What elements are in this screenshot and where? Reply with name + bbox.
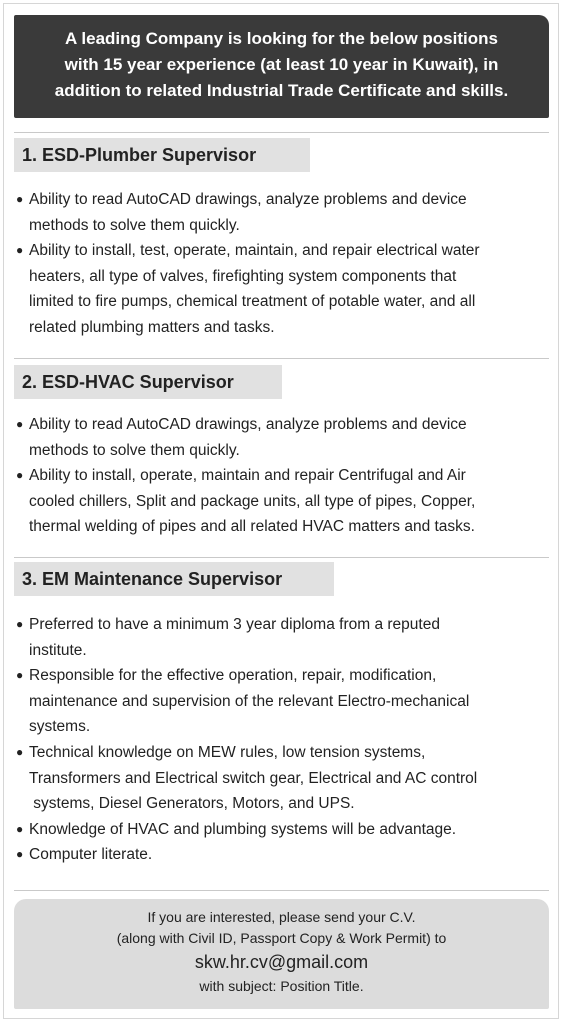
contact-box bbox=[14, 899, 549, 1009]
section-title-hvac: 2. ESD-HVAC Supervisor bbox=[14, 365, 282, 399]
bullet-icon: ● bbox=[16, 847, 24, 862]
header-line: addition to related Industrial Trade Certificate and skills. bbox=[54, 81, 509, 100]
contact-line: with subject: Position Title. bbox=[199, 978, 364, 994]
bullet-icon: ● bbox=[16, 821, 24, 836]
contact-email: skw.hr.cv@gmail.com bbox=[194, 952, 369, 972]
header-line: with 15 year experience (at least 10 year in Kuwait), in bbox=[64, 55, 499, 74]
list-item: ● Ability to install, operate, maintain and repair Centrifugal and Air cooled chillers, Split and package units, all type of pipes, Copper, thermal welding of pipes and all related HVAC matters and tasks. bbox=[14, 463, 549, 540]
list-item: ● Computer literate. bbox=[14, 842, 549, 868]
bullet-icon: ● bbox=[16, 192, 24, 206]
bullet-icon: ● bbox=[16, 243, 24, 258]
contact-line: (along with Civil ID, Passport Copy & Work Permit) to bbox=[116, 930, 447, 946]
list-item: ● Ability to read AutoCAD drawings, analyze problems and device methods to solve them quickly. bbox=[14, 187, 549, 238]
list-item: ● Knowledge of HVAC and plumbing systems will be advantage. bbox=[14, 817, 549, 843]
list-item: ● Preferred to have a minimum 3 year diploma from a reputed institute. bbox=[14, 612, 549, 663]
contact-line: If you are interested, please send your C.V. bbox=[147, 909, 416, 925]
section-divider bbox=[14, 132, 549, 133]
list-item: ● Ability to install, test, operate, maintain, and repair electrical water heaters, all type of valves, firefighting system components that limited to fire pumps, chemical treatment of potable water, and all related plumbing matters and tasks. bbox=[14, 238, 549, 340]
list-item: ● Ability to read AutoCAD drawings, analyze problems and device methods to solve them quickly. bbox=[14, 412, 549, 463]
hvac-requirements bbox=[14, 412, 549, 540]
header-banner bbox=[14, 15, 549, 118]
em-requirements bbox=[14, 612, 549, 868]
bullet-icon: ● bbox=[16, 668, 24, 683]
section-title-em: 3. EM Maintenance Supervisor bbox=[14, 562, 334, 596]
plumber-requirements bbox=[14, 187, 549, 341]
section-divider bbox=[14, 557, 549, 558]
section-divider bbox=[14, 890, 549, 891]
header-line: A leading Company is looking for the below positions bbox=[65, 29, 498, 48]
section-title-plumber: 1. ESD-Plumber Supervisor bbox=[14, 138, 310, 172]
list-item: ● Responsible for the effective operation, repair, modification, maintenance and supervision of the relevant Electro-mechanical systems. bbox=[14, 663, 549, 740]
bullet-icon: ● bbox=[16, 617, 24, 631]
bullet-icon: ● bbox=[16, 744, 24, 759]
section-divider bbox=[14, 358, 549, 359]
bullet-icon: ● bbox=[16, 468, 24, 483]
bullet-icon: ● bbox=[16, 417, 24, 431]
list-item: ● Technical knowledge on MEW rules, low tension systems, Transformers and Electrical switch gear, Electrical and AC control systems, Diesel Generators, Motors, and UPS. bbox=[14, 740, 549, 817]
